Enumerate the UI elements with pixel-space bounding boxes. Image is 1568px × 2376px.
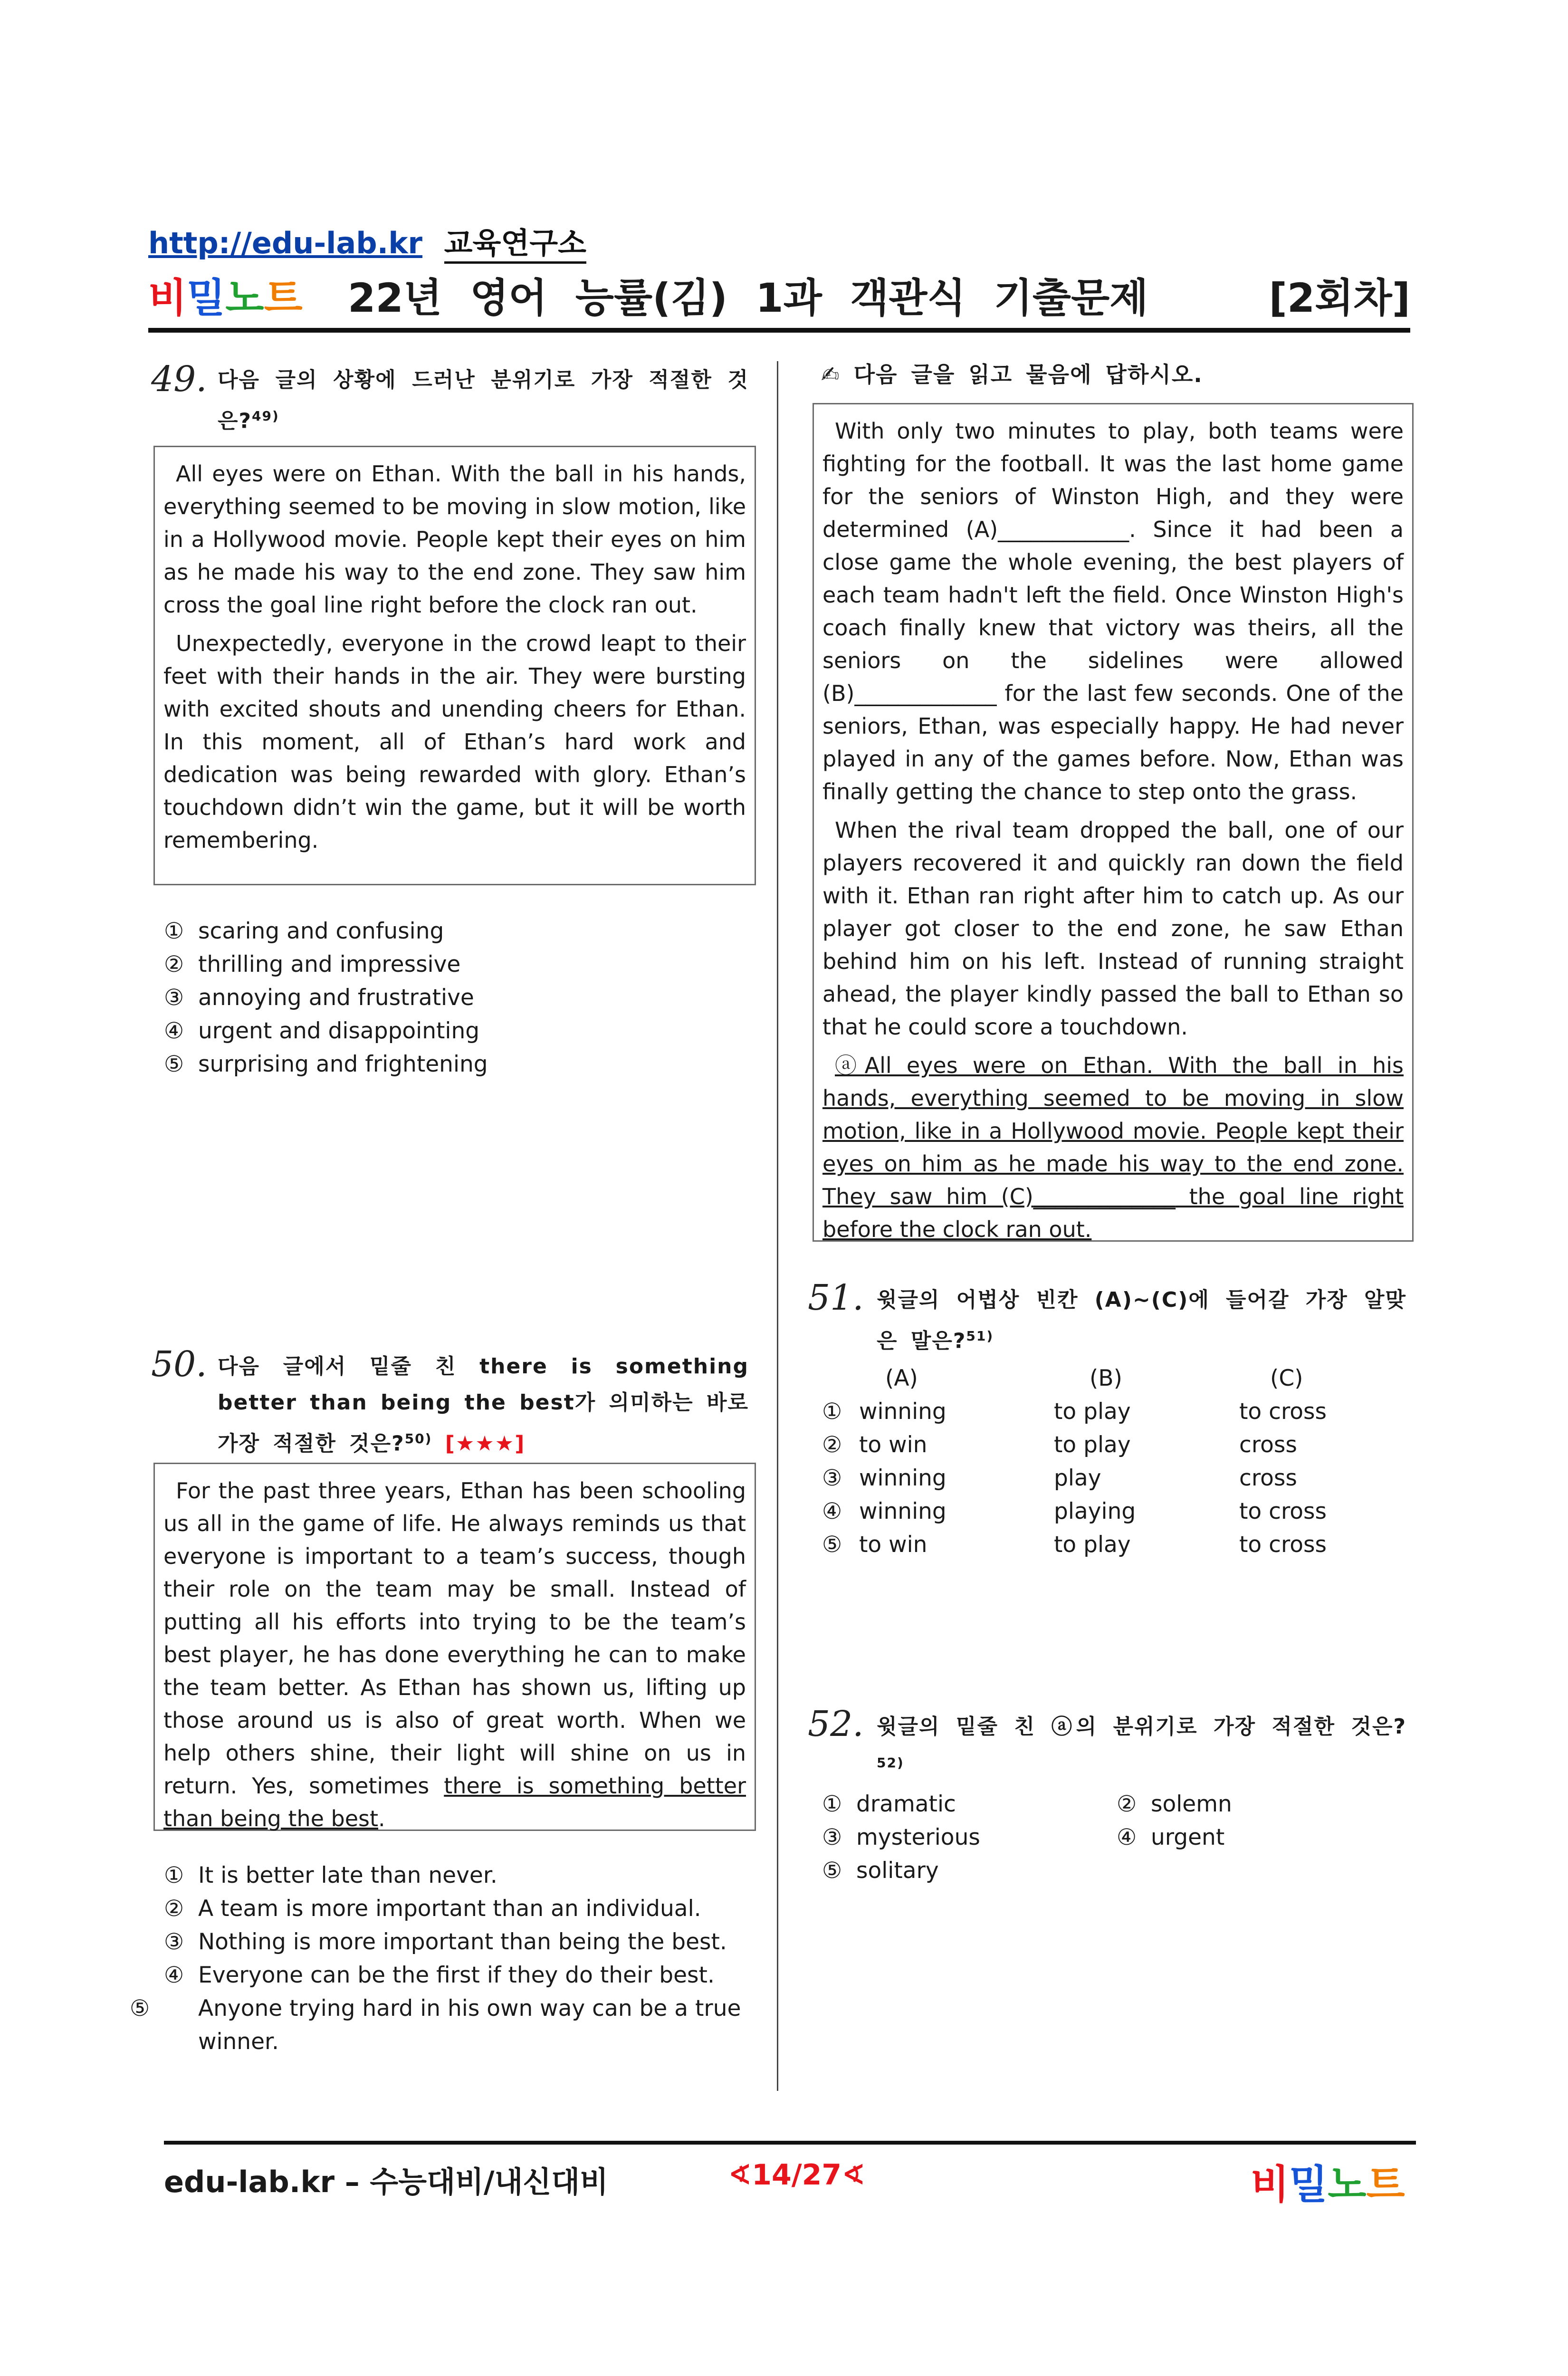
footnote-ref: 49) [252,408,279,424]
passage-paragraph [822,415,1404,808]
option-number: ③ [822,1824,842,1850]
passage-paragraph-underlined [822,1049,1404,1246]
option-item[interactable] [164,981,488,1015]
question-number: 50. [151,1344,207,1385]
round-label: [2회차] [1269,275,1410,321]
document-title [148,266,1410,323]
grid-cell: winning [859,1399,947,1425]
blank-c: _____________ [1033,1184,1176,1209]
option-number: ④ [164,1962,184,1988]
grid-cell: to cross [1239,1532,1327,1558]
passage-box [813,403,1414,1242]
passage-text: With only two minutes to play, both teams were fighting for the football. It was the last home game for the seniors of Winston High, and they were determined (A) [822,418,1404,542]
option-text: solemn [1151,1791,1232,1817]
option-text: annoying and frustrative [198,985,474,1011]
prompt-text: 가 의미하는 바로 가장 적절한 것은? [218,1390,749,1456]
option-number: ② [164,1896,184,1922]
footnote-ref: 52) [877,1755,904,1771]
footnote-ref: 51) [966,1328,994,1344]
option-number: ① [164,1862,184,1888]
option-item[interactable] [822,1788,1117,1821]
brand-char: 비 [1251,2161,1290,2208]
footer-site: edu-lab.kr – 수능대비/내신대비 [164,2165,609,2199]
footnote-ref: 50) [404,1431,432,1447]
grid-header-cell: (A) [885,1365,918,1391]
brand-char: 트 [264,275,303,321]
grid-header-cell: (C) [1270,1365,1303,1391]
option-text: surprising and frightening [198,1051,488,1077]
brand-char: 비 [148,275,187,321]
grid-cell: cross [1239,1432,1297,1458]
option-item[interactable] [822,1821,1117,1854]
option-item[interactable] [164,1926,758,1959]
question-prompt [877,1282,1406,1360]
option-item[interactable] [130,1992,754,2059]
option-number: ③ [164,985,184,1011]
option-number: ③ [822,1465,842,1491]
option-number: ⑤ [822,1858,842,1884]
shared-instruction [821,357,1203,389]
blank-a: ____________ [998,517,1129,542]
option-item[interactable] [164,948,488,981]
grid-cell: winning [859,1498,947,1524]
option-text: Nothing is more important than being the best. [198,1929,727,1955]
grid-cell: to play [1054,1432,1131,1458]
passage-text: For the past three years, Ethan has been schooling us all in the game of life. He always reminds us that everyone is important to a team’s success, though their role on the team may be small. Instead of putting all his efforts into trying to be the team’s best player, he has done everything he can to make the team better. As Ethan has shown us, lifting up those around us is also of great worth. When we help others shine, their light will shine on us in return. Yes, sometimes [163,1478,746,1799]
column-divider [777,361,778,2091]
header-link [148,220,586,262]
brand-char: 노 [225,275,264,321]
option-text: dramatic [856,1791,956,1817]
option-text: mysterious [856,1824,980,1850]
option-number: ② [164,951,184,977]
prompt-text: 윗글의 밑줄 친 ⓐ의 분위기로 가장 적절한 것은? [877,1715,1406,1739]
option-text: scaring and confusing [198,918,444,944]
grid-cell: play [1054,1465,1101,1491]
pencil-icon: ✍ [821,362,841,387]
grid-cell: to play [1054,1399,1131,1425]
brand-char: 밀 [1289,2161,1328,2208]
option-item[interactable] [1117,1821,1411,1854]
grid-cell: cross [1239,1465,1297,1491]
option-number: ⑤ [822,1532,842,1558]
question-number: 49. [151,359,207,400]
option-item[interactable] [1117,1788,1411,1821]
answer-options [164,915,488,1081]
option-item[interactable] [164,1959,758,1992]
prompt-text: 다음 글의 상황에 드러난 분위기로 가장 적절한 것은? [218,368,749,433]
answer-options [130,1859,758,2059]
option-text: It is better late than never. [198,1862,497,1888]
option-text: urgent and disappointing [198,1018,480,1044]
brand-logo [148,275,303,321]
footer-brand-logo [1251,2153,1405,2210]
grid-cell: winning [859,1465,947,1491]
grid-header [822,1362,1382,1395]
brand-char: 밀 [187,275,226,321]
grid-header-cell: (B) [1090,1365,1122,1391]
option-row[interactable] [822,1395,1382,1428]
difficulty-stars: [★★★] [445,1431,526,1456]
passage-text: . [378,1806,385,1831]
option-text: A team is more important than an individual. [198,1896,701,1922]
option-number: ④ [822,1498,842,1524]
grid-cell: to play [1054,1532,1131,1558]
grid-cell: to win [859,1532,927,1558]
option-row[interactable] [822,1528,1382,1562]
option-text: solitary [856,1858,939,1884]
prompt-quote: there is something better than being the best [218,1354,749,1415]
option-number: ④ [1117,1824,1137,1850]
prompt-text: 윗글의 어법상 빈칸 (A)~(C)에 들어갈 가장 알맞은 말은? [877,1288,1406,1353]
site-url-link[interactable]: http://edu-lab.kr [148,226,423,260]
grid-cell: to win [859,1432,927,1458]
blank-b: _____________ [854,680,997,706]
passage-paragraph: When the rival team dropped the ball, one of our players recovered it and quickly ran down the field with it. Ethan ran right after him to catch up. As our player got closer to the end zone, he saw Ethan behind him on his left. Instead of running straight ahead, the player kindly passed the ball to Ethan so that he could score a touchdown. [822,817,1404,1040]
option-item[interactable] [164,1892,758,1926]
option-text: urgent [1151,1824,1225,1850]
option-number: ① [822,1791,842,1817]
grid-cell: playing [1054,1498,1136,1524]
option-item[interactable] [164,915,488,948]
option-number: ④ [164,1018,184,1044]
grid-cell: to cross [1239,1399,1327,1425]
option-row[interactable] [822,1428,1382,1462]
option-text: Everyone can be the first if they do their best. [198,1962,715,1988]
option-number: ③ [164,1929,184,1955]
prompt-text: 다음 글에서 밑줄 친 [218,1354,480,1379]
option-number: ② [1117,1791,1137,1817]
option-number: ① [164,918,184,944]
passage-box [153,1463,756,1831]
page-indicator: ∢14/27∢ [728,2158,866,2192]
passage-box [153,446,756,885]
question-prompt [218,1349,749,1462]
answer-grid [822,1362,1382,1562]
passage-paragraph [163,1475,746,1835]
option-number: ① [822,1399,842,1425]
answer-options [822,1788,1411,1887]
option-number: ⑤ [130,1995,150,2022]
instruction-text: 다음 글을 읽고 물음에 답하시오. [853,362,1203,387]
marker-a: ⓐ [835,1053,865,1078]
brand-char: 노 [1328,2161,1367,2208]
option-text: Anyone trying hard in his own way can be a true winner. [198,1995,741,2055]
option-item[interactable] [822,1854,1117,1887]
passage-paragraph: All eyes were on Ethan. With the ball in his hands, everything seemed to be moving in slow motion, like in a Hollywood movie. People kept their eyes on him as he made his way to the end zone. They saw him cross the goal line right before the clock ran out. [163,461,746,618]
option-number: ⑤ [164,1051,184,1077]
title-text: 22년 영어 능률(김) 1과 객관식 기출문제 [348,275,1148,321]
passage-text: for the last few seconds. One of the seniors, Ethan, was especially happy. He had never played in any of the games before. Now, Ethan was finally getting the chance to step onto the grass. [822,680,1404,805]
passage-text: . Since it had been a close game the whole evening, the best players of each team hadn't left the field. Once Winston High's coach finally knew that victory was theirs, all the seniors on the sidelines were allowed (B) [822,517,1404,706]
underlined-phrase: there is something better than being the best [163,1773,746,1831]
question-number: 51. [808,1277,864,1318]
option-item[interactable] [164,1015,488,1048]
option-text: thrilling and impressive [198,951,461,977]
institute-name: 교육연구소 [444,226,586,264]
brand-char: 트 [1366,2161,1405,2208]
option-item[interactable] [164,1859,758,1892]
question-number: 52. [808,1704,864,1744]
question-prompt [218,362,749,440]
grid-cell: to cross [1239,1498,1327,1524]
passage-text: the goal line right before the clock ran out. [822,1184,1404,1242]
header-divider [148,328,1410,333]
option-row[interactable] [822,1495,1382,1528]
footer-divider [164,2141,1416,2145]
option-number: ② [822,1432,842,1458]
passage-paragraph: Unexpectedly, everyone in the crowd leapt to their feet with their hands in the air. They were bursting with excited shouts and unending cheers for Ethan. In this moment, all of Ethan’s hard work and dedication was being rewarded with glory. Ethan’s touchdown didn’t win the game, but it will be worth remembering. [163,631,746,853]
question-prompt [877,1709,1406,1786]
option-row[interactable] [822,1462,1382,1495]
passage-text: All eyes were on Ethan. With the ball in his hands, everything seemed to be moving in slow motion, like in a Hollywood movie. People kept their eyes on him as he made his way to the end zone. They saw him (C) [822,1053,1404,1209]
option-item[interactable] [164,1048,488,1081]
